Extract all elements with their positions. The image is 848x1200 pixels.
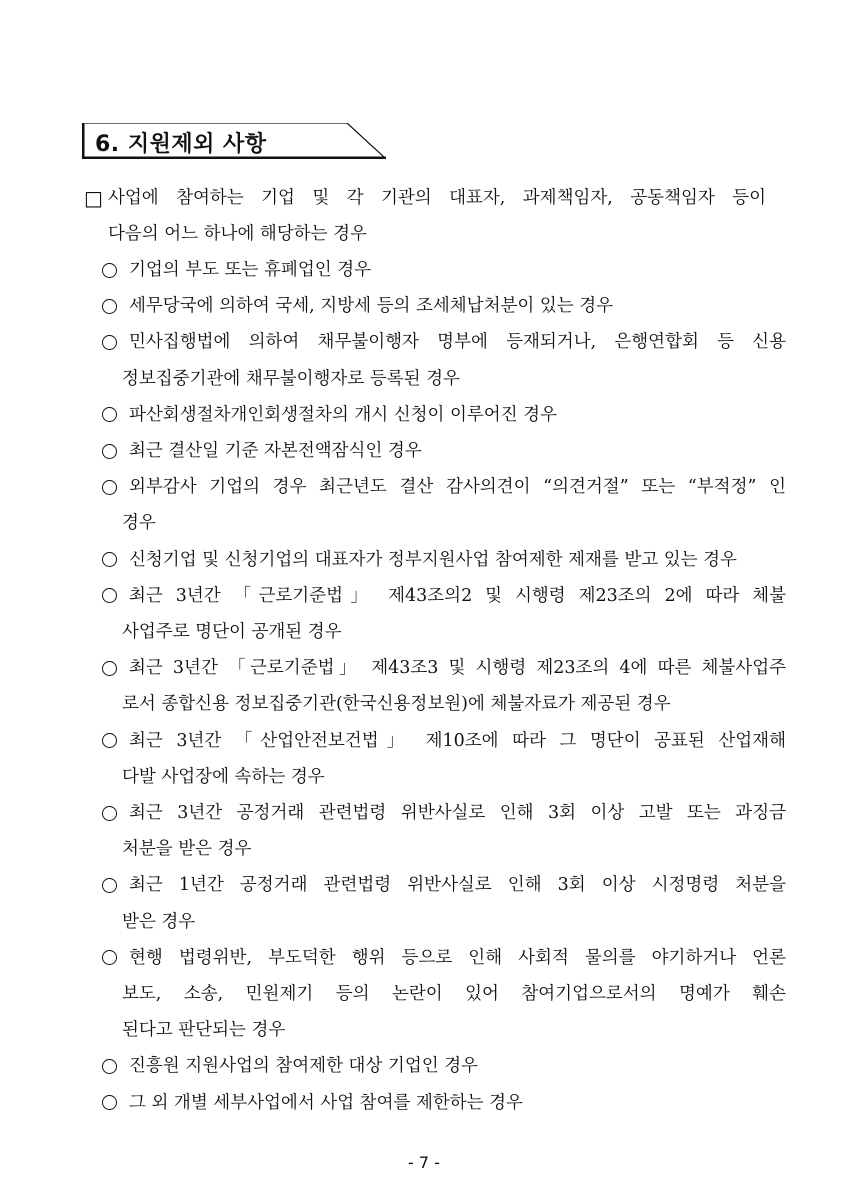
list-item-line: 신청기업 및 신청기업의 대표자가 정부지원사업 참여제한 제재를 받고 있는 경우 (129, 549, 737, 570)
circle-bullet-icon (102, 661, 117, 676)
circle-bullet-icon (102, 1059, 117, 1074)
list-item-line: 처분을 받은 경우 (122, 839, 252, 860)
list-item-line: 로서 종합신용 정보집중기관(한국신용정보원)에 체불자료가 제공된 경우 (122, 694, 671, 715)
square-bullet-icon: □ (84, 186, 103, 210)
circle-bullet-icon (102, 950, 117, 965)
list-item-line: 파산회생절차개인회생절차의 개시 신청이 이루어진 경우 (129, 404, 557, 425)
circle-bullet-icon (102, 263, 117, 278)
circle-bullet-icon (102, 1095, 117, 1110)
circle-bullet-icon (102, 806, 117, 821)
list-item-line: 외부감사 기업의 경우 최근년도 결산 감사의견이 “의견거절” 또는 “부적정” 인 (129, 477, 786, 498)
list-item-line: 최근 3년간 「근로기준법」 제43조3 및 시행령 제23조의 4에 따른 체불사업주 (129, 658, 786, 679)
circle-bullet-icon (102, 878, 117, 893)
list-item-line: 된다고 판단되는 경우 (122, 1020, 286, 1041)
list-item-line: 받은 경우 (122, 911, 196, 932)
list-item-line: 보도, 소송, 민원제기 등의 논란이 있어 참여기업으로서의 명예가 훼손 (122, 984, 786, 1004)
list-item-line: 민사집행법에 의하여 채무불이행자 명부에 등재되거나, 은행연합회 등 신용 (129, 332, 786, 353)
circle-bullet-icon (102, 733, 117, 748)
circle-bullet-icon (102, 299, 117, 314)
list-item-line: 최근 3년간 「산업안전보건법」 제10조에 따라 그 명단이 공표된 산업재해 (129, 730, 786, 751)
circle-bullet-icon (102, 588, 117, 603)
intro-line: 사업에 참여하는 기업 및 각 기관의 대표자, 과제책임자, 공동책임자 등이 (108, 188, 766, 208)
circle-bullet-icon (102, 480, 117, 495)
list-item-line: 사업주로 명단이 공개된 경우 (122, 622, 342, 642)
list-item-line: 진흥원 지원사업의 참여제한 대상 기업인 경우 (129, 1056, 479, 1077)
list-item-line: 최근 3년간 「근로기준법」 제43조의2 및 시행령 제23조의 2에 따라 체불 (129, 585, 786, 606)
circle-bullet-icon (102, 407, 117, 422)
list-item-line: 현행 법령위반, 부도덕한 행위 등으로 인해 사회적 물의를 야기하거나 언론 (129, 947, 786, 968)
section-header (82, 123, 386, 159)
list-item-line: 다발 사업장에 속하는 경우 (122, 766, 325, 787)
list-item-line: 경우 (122, 513, 156, 534)
list-item-line: 최근 결산일 기준 자본전액잠식인 경우 (129, 441, 422, 461)
circle-bullet-icon (102, 335, 117, 350)
list-item-line: 기업의 부도 또는 휴폐업인 경우 (129, 260, 372, 280)
list-item-line: 최근 1년간 공정거래 관련법령 위반사실로 인해 3회 이상 시정명령 처분을 (129, 875, 786, 896)
list-item-line: 최근 3년간 공정거래 관련법령 위반사실로 인해 3회 이상 고발 또는 과징금 (129, 803, 786, 823)
list-item-line: 그 외 개별 세부사업에서 사업 참여를 제한하는 경우 (129, 1092, 523, 1113)
intro-line: 다음의 어느 하나에 해당하는 경우 (108, 224, 367, 244)
list-item-line: 정보집중기관에 채무불이행자로 등록된 경우 (122, 368, 460, 389)
circle-bullet-icon (102, 552, 117, 567)
page-number: - 7 - (408, 1153, 440, 1172)
list-item-line: 세무당국에 의하여 국세, 지방세 등의 조세체납처분이 있는 경우 (129, 296, 614, 317)
section-title: 6. 지원제외 사항 (95, 132, 267, 157)
circle-bullet-icon (102, 444, 117, 459)
